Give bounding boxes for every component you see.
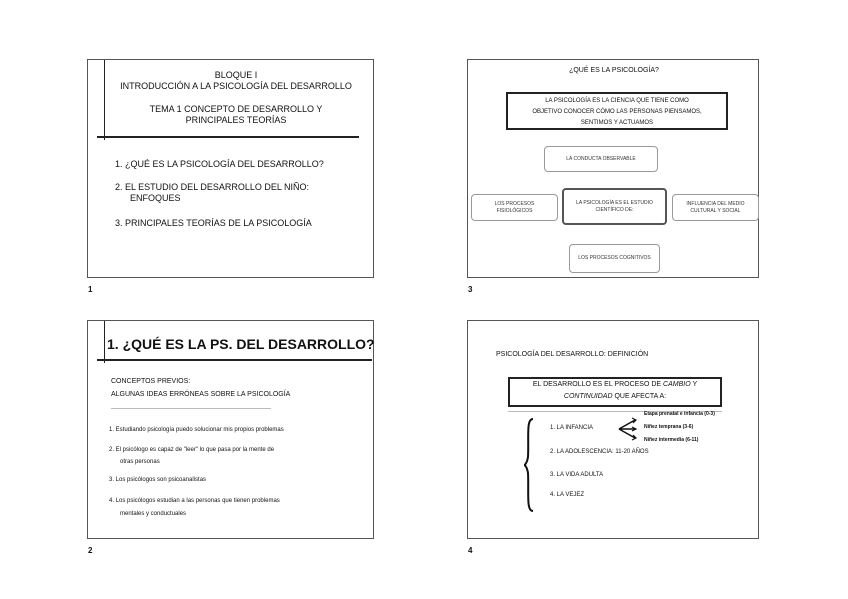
bloque-title: BLOQUE I: [214, 70, 258, 80]
social-box: [672, 194, 759, 221]
list-item: 1. LA INFANCIA: [550, 425, 594, 431]
page-number: 3: [468, 285, 473, 294]
center-line: LA PSICOLOGÍA ES EL ESTUDIO: [576, 200, 653, 206]
list-item: 2. El psicólogo es capaz de "leer" lo que pasa por la mente de: [109, 447, 275, 453]
slide-1: [87, 59, 374, 278]
social-line: CULTURAL Y SOCIAL: [690, 207, 741, 214]
slide-2-left-rule: [104, 321, 105, 363]
definition-continuidad: CONTINUIDAD: [563, 393, 613, 400]
cognitive-box: [569, 244, 660, 273]
slide-3: [467, 59, 759, 278]
list-item: 1. ¿QUÉ ES LA PSICOLOGÍA DEL DESARROLLO?: [115, 159, 324, 169]
center-line: CIENTÍFICO DE:: [595, 206, 634, 213]
list-item: otras personas: [120, 459, 160, 465]
definition-line: [508, 381, 722, 388]
slide-3-title: ¿QUÉ ES LA PSICOLOGÍA?: [569, 67, 659, 74]
list-item: 3. PRINCIPALES TEORÍAS DE LA PSICOLOGÍA: [115, 218, 312, 228]
page-number: 1: [88, 285, 93, 294]
page-number: 4: [468, 546, 473, 555]
cognitive-label: LOS PROCESOS COGNITIVOS: [578, 255, 651, 262]
definition-y: Y: [690, 381, 698, 388]
sub-item: Niñez temprana (3-6): [644, 424, 694, 430]
slide-1-left-rule: [104, 60, 105, 140]
physiological-line: FISIOLÓGICOS: [496, 207, 533, 214]
tema-line-1: TEMA 1 CONCEPTO DE DESARROLLO Y: [149, 104, 323, 114]
definition-line: OBJETIVO CONOCER CÓMO LAS PERSONAS PIENSAMOS,: [532, 109, 702, 115]
definition-post: QUE AFECTA A:: [612, 393, 667, 400]
list-item: 3. LA VIDA ADULTA: [550, 472, 604, 478]
slide-1-bottom-rule: [97, 136, 359, 138]
conduct-box: [544, 146, 658, 172]
page-number: 2: [88, 546, 93, 555]
subheading-rule: [111, 408, 271, 409]
intro-title: INTRODUCCIÓN A LA PSICOLOGÍA DEL DESARROLLO: [120, 81, 352, 91]
list-item: 1. Estudiando psicología puedo solucionar mis propios problemas: [109, 427, 284, 433]
list-item: ENFOQUES: [130, 193, 181, 203]
slide-4: [467, 320, 759, 539]
slide-2-title: 1. ¿QUÉ ES LA PS. DEL DESARROLLO?: [107, 336, 375, 352]
sub-item: Niñez intermedia (6-11): [644, 437, 699, 443]
center-box: [562, 188, 667, 225]
list-item: 3. Los psicólogos son psicoanalistas: [109, 477, 207, 483]
definition-line: SENTIMOS Y ACTUAMOS: [580, 120, 654, 126]
physiological-box: [471, 194, 558, 221]
social-line: INFLUENCIA DEL MEDIO: [686, 201, 745, 207]
list-item: 2. LA ADOLESCENCIA: 11-20 AÑOS: [550, 449, 649, 455]
left-brace-icon: [523, 417, 535, 513]
subheading: CONCEPTOS PREVIOS:: [111, 378, 191, 385]
list-item: 2. EL ESTUDIO DEL DESARROLLO DEL NIÑO:: [115, 182, 310, 192]
definition-cambio: CAMBIO: [663, 381, 691, 388]
slide-2-bottom-rule: [97, 359, 372, 361]
definition-line: LA PSICOLOGÍA ES LA CIENCIA QUE TIENE COMO: [545, 98, 689, 104]
definition-line: [508, 393, 722, 400]
list-item: mentales y conductuales: [120, 511, 187, 517]
sub-item: Etapa prenatal e infancia (0-3): [644, 411, 715, 417]
definition-pre: EL DESARROLLO ES EL PROCESO DE: [532, 381, 664, 388]
subheading: ALGUNAS IDEAS ERRÓNEAS SOBRE LA PSICOLOGÍA: [111, 391, 291, 398]
tema-line-2: PRINCIPALES TEORÍAS: [185, 115, 287, 125]
conduct-label: LA CONDUCTA OBSERVABLE: [566, 155, 636, 162]
physiological-line: LOS PROCESOS: [494, 201, 535, 207]
branch-arrows-icon: [617, 417, 641, 441]
list-item: 4. LA VEJEZ: [550, 492, 585, 498]
slide-2: [87, 320, 374, 539]
list-item: 4. Los psicólogos estudian a las personas que tienen problemas: [109, 498, 280, 504]
slide-4-heading: PSICOLOGÍA DEL DESARROLLO: DEFINICIÓN: [496, 351, 649, 358]
